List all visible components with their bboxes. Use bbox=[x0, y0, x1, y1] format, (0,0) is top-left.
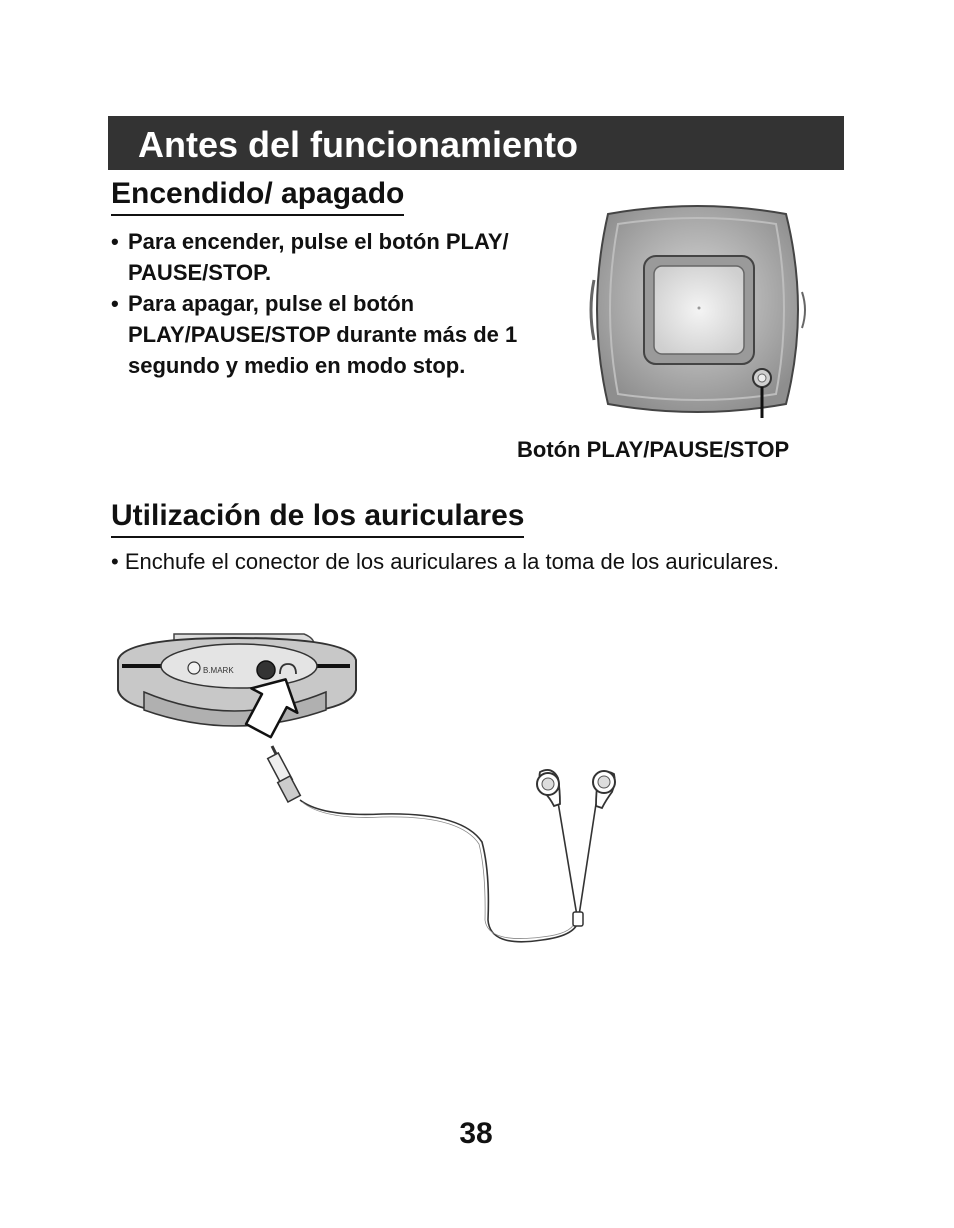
device-top-illustration bbox=[114, 630, 364, 742]
list-item: • Para encender, pulse el botón PLAY/ PAUSE/STOP. bbox=[111, 226, 551, 288]
list-item: • Para apagar, pulse el botón PLAY/PAUSE/STOP durante más de 1 segundo y medio en modo stop. bbox=[111, 288, 551, 381]
headphone-plug-icon bbox=[268, 746, 301, 802]
earbud-right-icon bbox=[593, 771, 615, 808]
device-label: B.MARK bbox=[203, 666, 234, 675]
section-heading-headphones: Utilización de los auriculares bbox=[111, 499, 524, 538]
page-title: Antes del funcionamiento bbox=[138, 124, 579, 165]
earbud-left-icon bbox=[537, 770, 560, 806]
earphones-illustration bbox=[262, 742, 632, 950]
figure-caption: Botón PLAY/PAUSE/STOP bbox=[517, 437, 790, 462]
device-front-illustration bbox=[588, 200, 810, 418]
section-heading-power: Encendido/ apagado bbox=[111, 177, 404, 216]
headphones-instruction: • Enchufe el conector de los auriculares a la toma de los auriculares. bbox=[111, 549, 780, 574]
page-title-banner bbox=[108, 116, 844, 170]
power-instructions-list bbox=[111, 226, 551, 381]
headphone-jack bbox=[257, 661, 275, 679]
page-number: 38 bbox=[459, 1117, 493, 1150]
